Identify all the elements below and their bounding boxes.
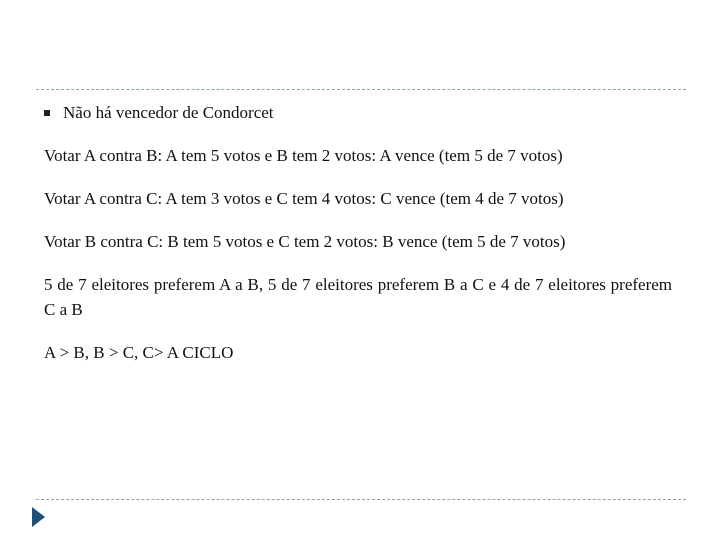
cycle-conclusion: A > B, B > C, C> A CICLO — [44, 343, 234, 362]
vote-b-vs-c: Votar B contra C: B tem 5 votos e C tem 2 votos: B vence (tem 5 de 7 votos) — [44, 232, 566, 251]
top-divider — [36, 89, 686, 90]
vote-a-vs-b: Votar A contra B: A tem 5 votos e B tem 2 votos: A vence (tem 5 de 7 votos) — [44, 146, 563, 165]
next-slide-arrow-icon[interactable] — [32, 507, 45, 527]
square-bullet-icon — [44, 110, 50, 116]
bullet-item — [44, 100, 672, 125]
preference-summary: 5 de 7 eleitores preferem A a B, 5 de 7 eleitores preferem B a C e 4 de 7 eleitores preferem C a B — [44, 275, 672, 319]
bottom-divider — [36, 499, 686, 500]
slide-content — [44, 100, 672, 383]
vote-a-vs-c: Votar A contra C: A tem 3 votos e C tem 4 votos: C vence (tem 4 de 7 votos) — [44, 189, 564, 208]
bullet-text: Não há vencedor de Condorcet — [63, 103, 274, 122]
